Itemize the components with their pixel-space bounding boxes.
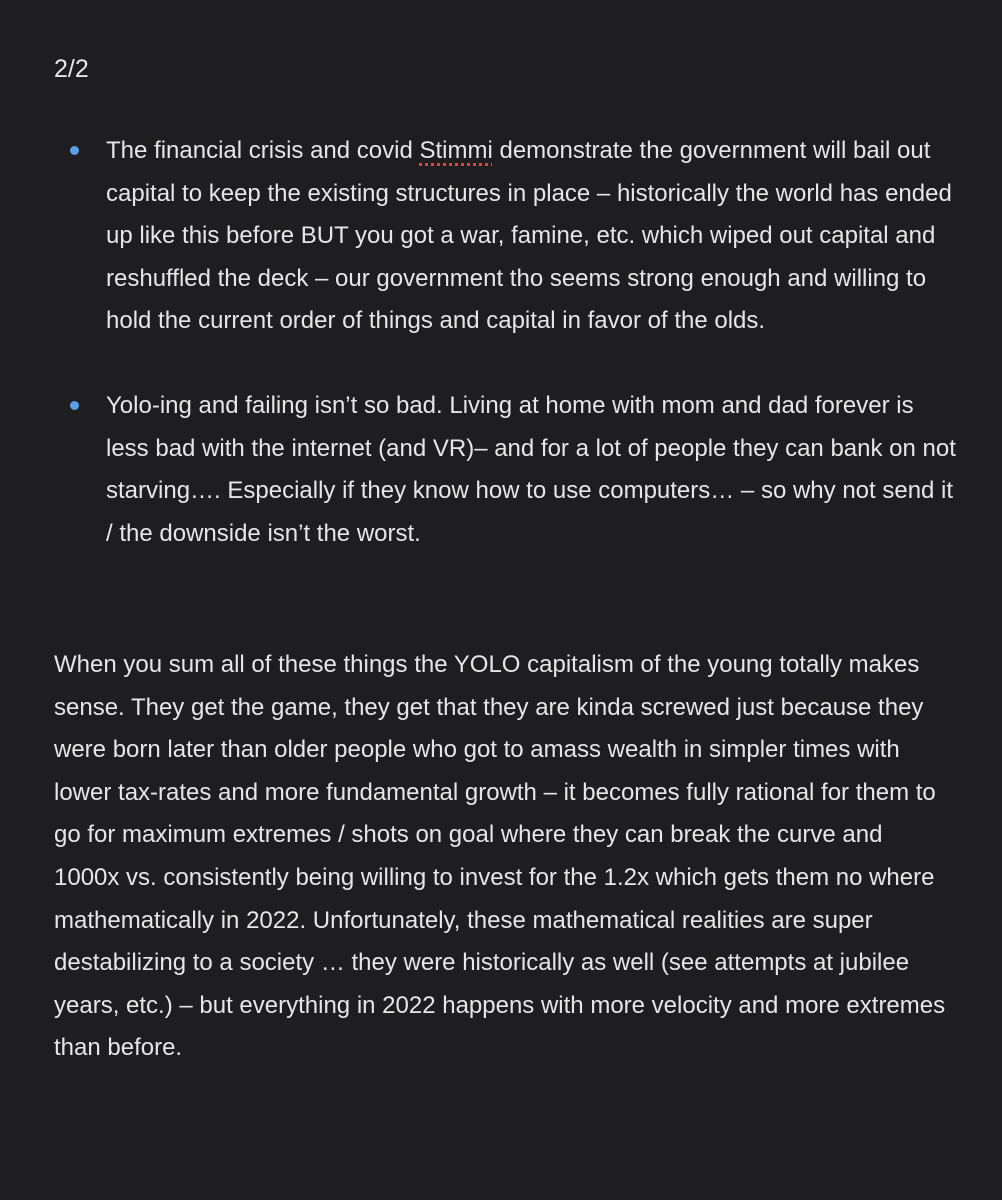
bullet-text-start: The financial crisis and covid (106, 137, 420, 164)
bullet-item[interactable] (68, 385, 958, 555)
bullet-dot-icon (70, 401, 79, 410)
bullet-item[interactable] (68, 130, 958, 343)
bullet-text: Yolo-ing and failing isn’t so bad. Living at home with mom and dad forever is less bad with the internet (and VR)– and for a lot of people they can bank on not starving…. Especially if they know how to use computers… – so why not send it / the downside isn’t the worst. (106, 391, 956, 547)
bullet-dot-icon (70, 146, 79, 155)
bullet-list (68, 130, 958, 555)
page-number: 2/2 (54, 55, 89, 83)
bullet-text-end: demonstrate the government will bail out capital to keep the existing structures in place – historically the world has ended up like this before BUT you got a war, famine, etc. which wiped out capital and reshuffled the deck – our government tho seems strong enough and willing to hold the current order of things and capital in favor of the olds. (106, 137, 952, 335)
misspelled-word[interactable]: Stimmi (419, 137, 493, 164)
body-paragraph[interactable]: When you sum all of these things the YOLO capitalism of the young totally makes sense. They get the game, they get that they are kinda screwed just because they were born later than older people who got to amass wealth in simpler times with lower tax-rates and more fundamental growth – it becomes fully rational for them to go for maximum extremes / shots on goal where they can break the curve and 1000x vs. consistently being willing to invest for the 1.2x which gets them no where mathematically in 2022. Unfortunately, these mathematical realities are super destabilizing to a society … they were historically as well (see attempts at jubilee years, etc.) – but everything in 2022 happens with more velocity and more extremes than before. (54, 651, 946, 1062)
